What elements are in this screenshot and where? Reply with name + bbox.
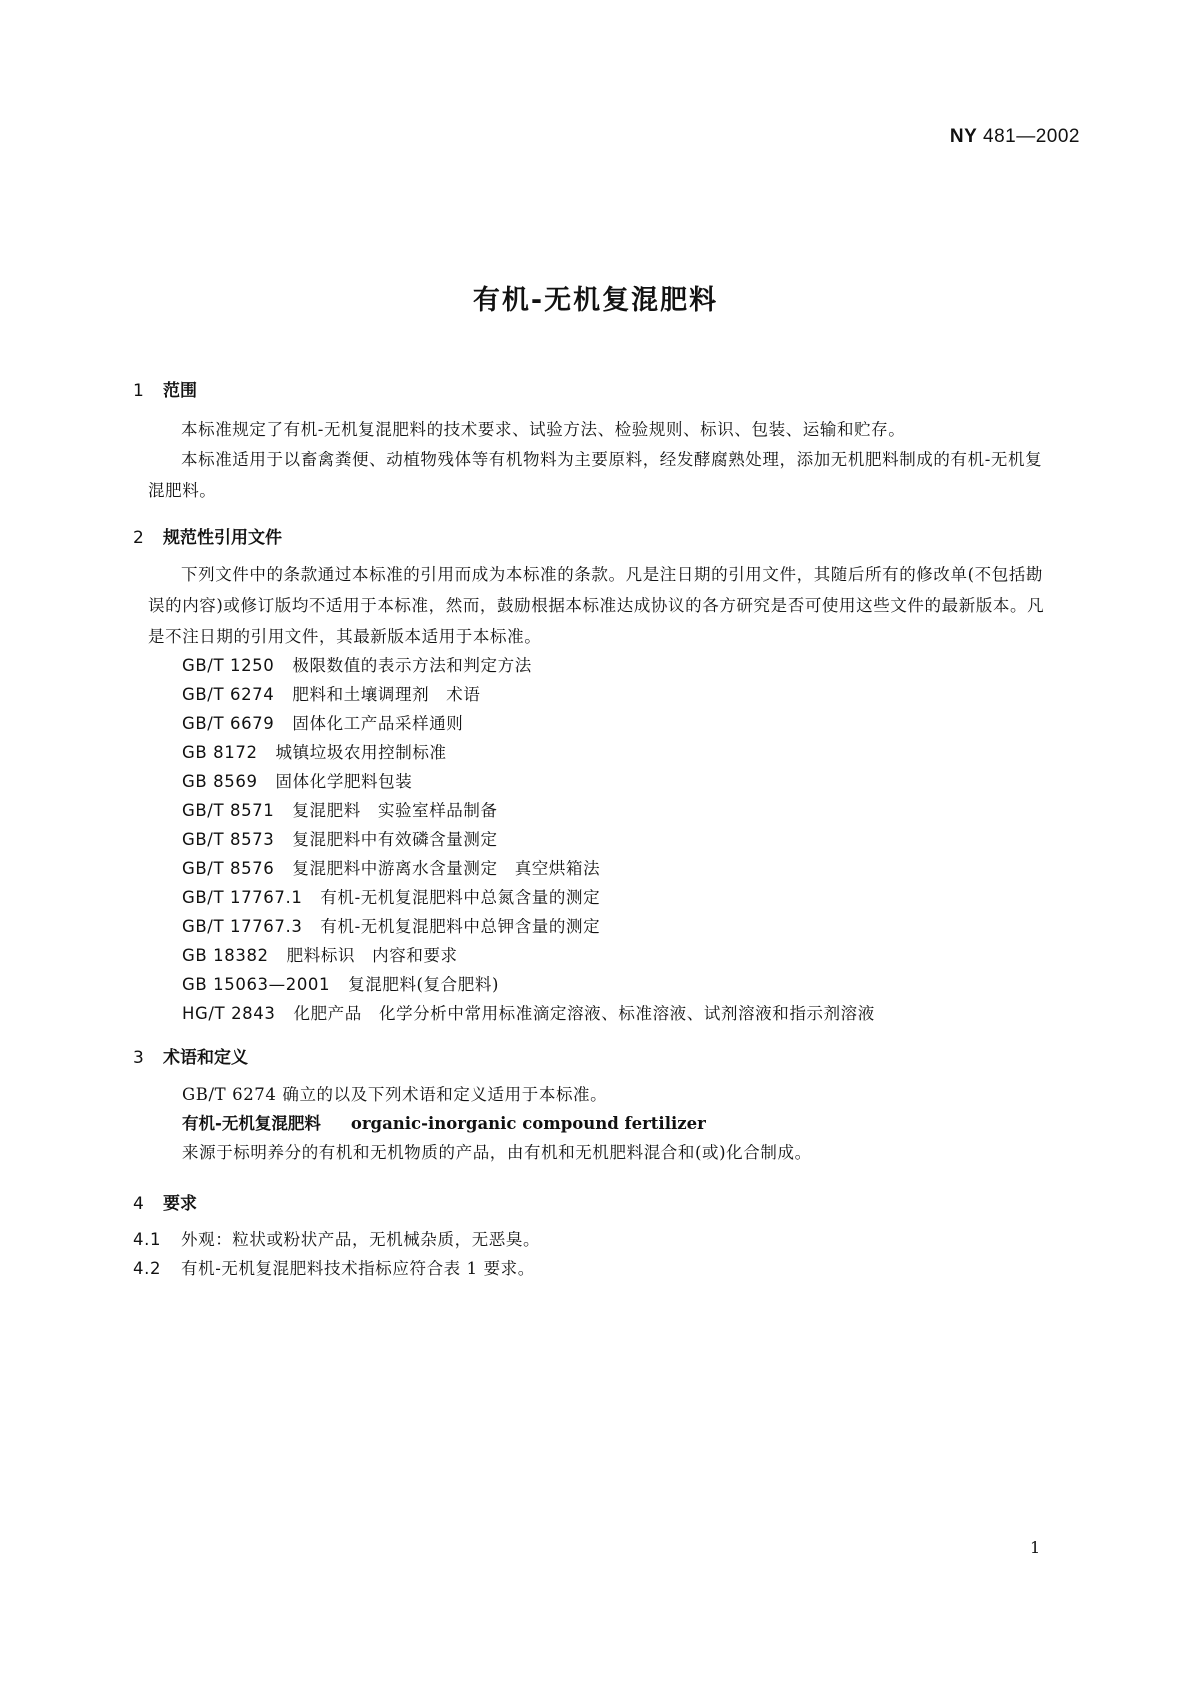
- reference-title: 城镇垃圾农用控制标准: [275, 743, 447, 762]
- section-3-number: 3: [133, 1048, 144, 1068]
- section-2-number: 2: [133, 528, 144, 548]
- section-1-heading: [133, 376, 197, 401]
- reference-title: 有机-无机复混肥料中总钾含量的测定: [320, 917, 601, 936]
- definition-term-cn: 有机-无机复混肥料: [182, 1114, 321, 1133]
- document-title: 有机-无机复混肥料: [472, 285, 719, 316]
- reference-code: GB/T 8571: [182, 801, 275, 820]
- reference-title: 固体化学肥料包装: [275, 772, 413, 791]
- section-4-number: 4: [133, 1194, 144, 1214]
- reference-item: [182, 652, 532, 676]
- reference-item: [182, 826, 498, 850]
- reference-code: GB 18382: [182, 946, 269, 965]
- reference-title: 肥料标识 内容和要求: [286, 946, 458, 965]
- reference-code: GB/T 6274: [182, 685, 275, 704]
- reference-item: [182, 971, 499, 995]
- reference-code: GB 8569: [182, 772, 258, 791]
- reference-title: 固体化工产品采样通则: [292, 714, 464, 733]
- definition-text: 来源于标明养分的有机和无机物质的产品，由有机和无机肥料混合和(或)化合制成。: [182, 1143, 812, 1162]
- reference-item: [182, 797, 498, 821]
- section-1-title: 范围: [163, 381, 197, 401]
- requirement-text: 有机-无机复混肥料技术指标应符合表 1 要求。: [181, 1259, 535, 1278]
- reference-title: 肥料和土壤调理剂 术语: [292, 685, 481, 704]
- section-4-title: 要求: [163, 1194, 197, 1214]
- section-1-para-2: 本标准适用于以畜禽粪便、动植物残体等有机物料为主要原料，经发酵腐熟处理，添加无机肥料制成的有机-无机复混肥料。: [148, 450, 1043, 500]
- definition-term-en: organic-inorganic compound fertilizer: [350, 1114, 706, 1133]
- reference-code: GB/T 17767.1: [182, 888, 303, 907]
- section-2-title: 规范性引用文件: [163, 528, 282, 548]
- section-3-heading: [133, 1043, 248, 1068]
- reference-item: [182, 739, 447, 763]
- reference-title: 复混肥料中有效磷含量测定: [292, 830, 498, 849]
- requirement-item: [133, 1255, 535, 1279]
- standard-number: 481—2002: [983, 126, 1080, 147]
- reference-code: GB 15063—2001: [182, 975, 331, 994]
- requirement-item: [133, 1226, 540, 1250]
- reference-code: GB/T 1250: [182, 656, 275, 675]
- reference-code: GB/T 8573: [182, 830, 275, 849]
- reference-item: [182, 710, 463, 734]
- standard-code: [860, 126, 1080, 148]
- reference-item: [182, 913, 600, 937]
- section-4-heading: [133, 1189, 197, 1214]
- reference-title: 复混肥料 实验室样品制备: [292, 801, 498, 820]
- reference-item: [182, 855, 600, 879]
- reference-item: [182, 942, 458, 966]
- reference-title: 化肥产品 化学分析中常用标准滴定溶液、标准溶液、试剂溶液和指示剂溶液: [293, 1004, 875, 1023]
- reference-item: [182, 884, 600, 908]
- section-2-heading: [133, 523, 282, 548]
- definition-term: [182, 1110, 706, 1134]
- reference-code: HG/T 2843: [182, 1004, 276, 1023]
- reference-code: GB/T 17767.3: [182, 917, 303, 936]
- reference-title: 复混肥料(复合肥料): [348, 975, 500, 994]
- page-number: 1: [1030, 1538, 1041, 1557]
- reference-code: GB 8172: [182, 743, 258, 762]
- standard-prefix: NY: [949, 126, 978, 147]
- requirement-text: 外观：粒状或粉状产品，无机械杂质，无恶臭。: [181, 1230, 541, 1249]
- reference-item: [182, 1000, 875, 1024]
- requirement-number: 4.1: [133, 1230, 162, 1249]
- section-2-para-1: 下列文件中的条款通过本标准的引用而成为本标准的条款。凡是注日期的引用文件，其随后所有的修改单(不包括勘误的内容)或修订版均不适用于本标准，然而，鼓励根据本标准达成协议的各方研究是否可使用这些文件的最新版本。凡是不注日期的引用文件，其最新版本适用于本标准。: [148, 565, 1045, 646]
- reference-item: [182, 768, 412, 792]
- reference-code: GB/T 8576: [182, 859, 275, 878]
- reference-title: 极限数值的表示方法和判定方法: [292, 656, 532, 675]
- requirement-number: 4.2: [133, 1259, 162, 1278]
- reference-item: [182, 681, 481, 705]
- reference-title: 复混肥料中游离水含量测定 真空烘箱法: [292, 859, 601, 878]
- section-3-para-1: GB/T 6274 确立的以及下列术语和定义适用于本标准。: [182, 1085, 608, 1104]
- section-1-number: 1: [133, 381, 144, 401]
- reference-code: GB/T 6679: [182, 714, 275, 733]
- section-3-title: 术语和定义: [163, 1048, 248, 1068]
- reference-title: 有机-无机复混肥料中总氮含量的测定: [320, 888, 601, 907]
- section-1-para-1: 本标准规定了有机-无机复混肥料的技术要求、试验方法、检验规则、标识、包装、运输和贮存。: [181, 420, 906, 439]
